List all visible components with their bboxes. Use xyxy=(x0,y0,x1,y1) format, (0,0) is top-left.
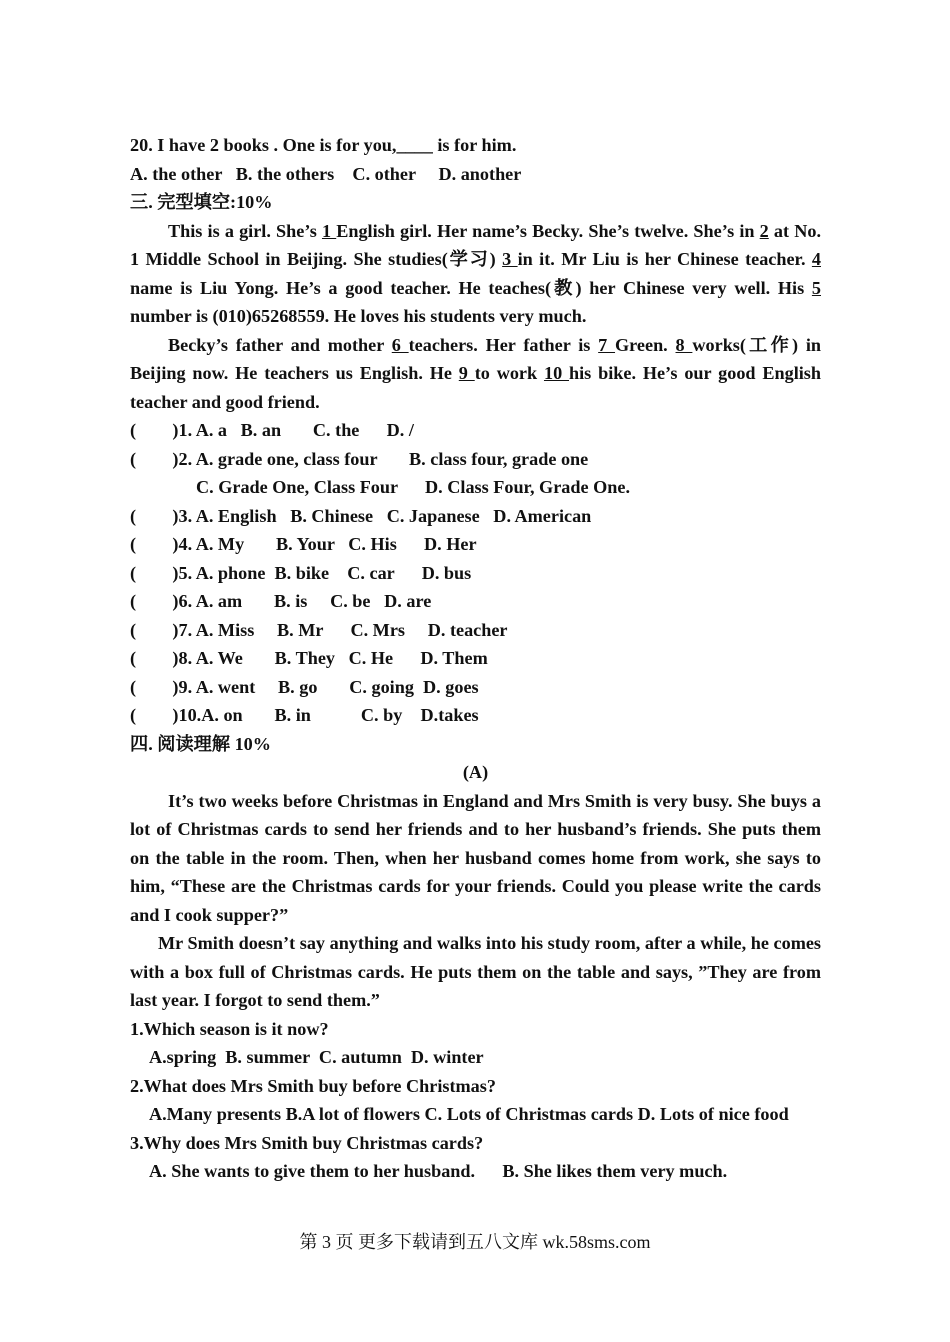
question-options: A. Miss B. Mr C. Mrs D. teacher xyxy=(195,619,508,640)
reading-question-3: 3.Why does Mrs Smith buy Christmas cards? xyxy=(130,1132,484,1153)
cloze-text: to work xyxy=(474,363,544,383)
cloze-text: Becky’s father and mother xyxy=(168,334,392,355)
question-options: C. Grade One, Class Four D. Class Four, Grade One. xyxy=(196,477,630,497)
blank-9: 9 xyxy=(458,363,475,383)
answer-paren: ( )8. xyxy=(130,648,193,668)
cloze-text: works(工作) in Beijing now. He teachers us English. He xyxy=(130,334,822,383)
blank-7: 7 xyxy=(598,334,616,355)
question-20-options: A. the other B. the others C. other D. another xyxy=(130,163,522,184)
answer-paren: ( )10. xyxy=(130,705,202,725)
answer-paren: ( )6. xyxy=(130,591,193,611)
question-options: A. a B. an C. the D. / xyxy=(195,420,414,440)
reading-question-2: 2.What does Mrs Smith buy before Christmas? xyxy=(130,1075,496,1096)
blank-4: 4 xyxy=(811,249,821,269)
blank-5: 5 xyxy=(811,277,821,298)
question-options: A. grade one, class four B. class four, grade one xyxy=(195,448,589,469)
cloze-question-6 xyxy=(130,587,821,616)
answer-paren: ( )3. xyxy=(130,505,193,526)
cloze-text: Green. xyxy=(615,334,676,355)
answer-paren: ( )9. xyxy=(130,676,193,697)
reading-question-3-options: A. She wants to give them to her husband. B. She likes them very much. xyxy=(149,1161,728,1181)
question-options: A. am B. is C. be D. are xyxy=(195,591,432,611)
blank-1: 1 xyxy=(321,220,337,241)
blank-2: 2 xyxy=(759,220,769,241)
question-20: 20. I have 2 books . One is for you,____ is for him. xyxy=(130,135,517,155)
cloze-text: his bike. He’s our good English teacher and good friend. xyxy=(130,363,821,412)
cloze-question-8 xyxy=(130,644,821,673)
cloze-text: number is (010)65268559. He loves his students very much. xyxy=(130,306,587,326)
answer-paren: ( )1. xyxy=(130,420,193,440)
cloze-question-4 xyxy=(130,530,821,559)
cloze-question-10 xyxy=(130,701,821,730)
cloze-paragraph-2 xyxy=(130,331,821,417)
cloze-question-2-continued xyxy=(130,473,821,502)
question-options: A. on B. in C. by D.takes xyxy=(201,705,479,725)
page-footer: 第 3 页 更多下载请到五八文库 wk.58sms.com xyxy=(299,1232,651,1252)
cloze-question-9 xyxy=(130,673,821,702)
cloze-text: in it. Mr Liu is her Chinese teacher. xyxy=(517,249,812,269)
answer-paren: ( )2. xyxy=(130,448,193,469)
section-4-title: 四. 阅读理解 10% xyxy=(130,733,271,754)
cloze-question-7 xyxy=(130,616,821,645)
blank-6: 6 xyxy=(391,334,409,355)
question-options: A. My B. Your C. His D. Her xyxy=(195,534,477,554)
passage-label: (A) xyxy=(462,762,489,782)
reading-question-1-options: A.spring B. summer C. autumn D. winter xyxy=(149,1047,484,1067)
question-options: A. phone B. bike C. car D. bus xyxy=(195,562,472,583)
section-3-title: 三. 完型填空:10% xyxy=(130,192,273,212)
document-page xyxy=(130,131,821,1186)
blank-3: 3 xyxy=(502,249,518,269)
cloze-text: This is a girl. She’s xyxy=(168,220,322,241)
question-options: A. We B. They C. He D. Them xyxy=(195,648,488,668)
answer-paren: ( )7. xyxy=(130,619,193,640)
blank-8: 8 xyxy=(675,334,693,355)
reading-question-1: 1.Which season is it now? xyxy=(130,1018,329,1039)
cloze-text: English girl. Her name’s Becky. She’s twelve. She’s in xyxy=(336,220,760,241)
question-options: A. English B. Chinese C. Japanese D. American xyxy=(195,505,592,526)
cloze-question-1 xyxy=(130,416,821,445)
cloze-text: teachers. Her father is xyxy=(408,334,599,355)
cloze-question-2 xyxy=(130,445,821,474)
cloze-text: at No. 1 Middle School in Beijing. She studies(学习) xyxy=(130,220,821,269)
reading-paragraph-1: It’s two weeks before Christmas in England and Mrs Smith is very busy. She buys a lot of Christmas cards to send her friends and to her husband’s friends. She puts them on the table in the room. Then, when her husband comes home from work, she says to him, “These are the Christmas cards for your friends. Could you please write the cards and I cook supper?” xyxy=(130,790,821,925)
cloze-text: name is Liu Yong. He’s a good teacher. He teaches(教) her Chinese very well. His xyxy=(130,277,812,298)
cloze-paragraph-1 xyxy=(130,217,821,331)
question-options: A. went B. go C. going D. goes xyxy=(195,676,479,697)
answer-paren: ( )4. xyxy=(130,534,193,554)
cloze-question-3 xyxy=(130,502,821,531)
answer-paren: ( )5. xyxy=(130,562,193,583)
blank-10: 10 xyxy=(543,363,569,383)
cloze-question-5 xyxy=(130,559,821,588)
reading-paragraph-2: Mr Smith doesn’t say anything and walks into his study room, after a while, he comes with a box full of Christmas cards. He puts them on the table and says, ”They are from last year. I forgot to send them.” xyxy=(130,933,821,1010)
reading-question-2-options: A.Many presents B.A lot of flowers C. Lots of Christmas cards D. Lots of nice food xyxy=(149,1104,789,1124)
